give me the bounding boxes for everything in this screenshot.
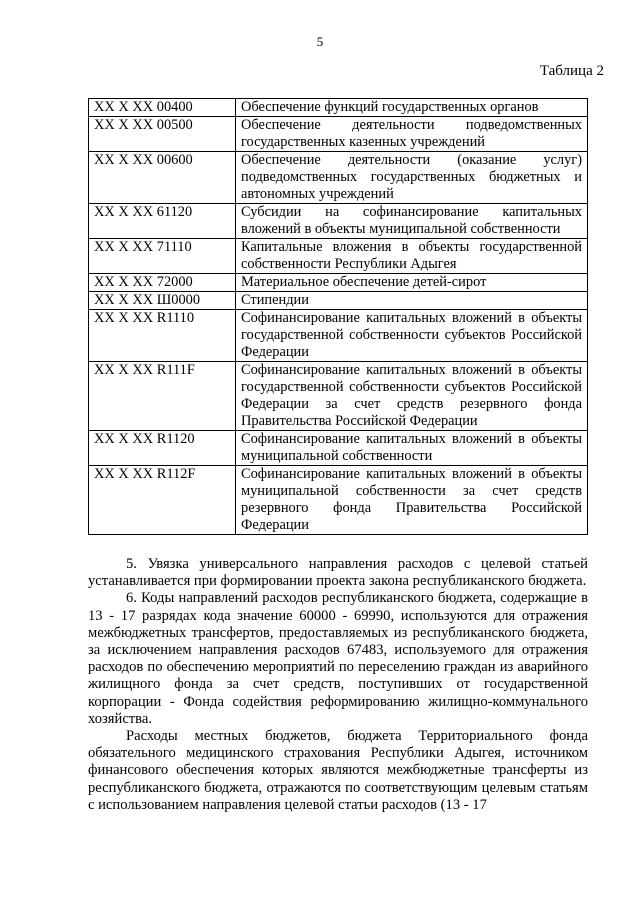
code-cell: XX X XX 00400 [89,99,236,117]
description-cell: Капитальные вложения в объекты государственной собственности Республики Адыгея [236,239,588,274]
code-cell: XX X XX 71110 [89,239,236,274]
table-row [89,274,588,292]
description-cell: Софинансирование капитальных вложений в объекты муниципальной собственности за счет средств резервного фонда Правительства Российской Федерации [236,466,588,535]
table-row [89,431,588,466]
description-cell: Софинансирование капитальных вложений в объекты государственной собственности субъектов Российской Федерации [236,310,588,362]
code-cell: XX X XX R111F [89,362,236,431]
description-cell: Обеспечение деятельности (оказание услуг) подведомственных государственных бюджетных и автономных учреждений [236,152,588,204]
code-cell: XX X XX R1110 [89,310,236,362]
code-cell: XX X XX Ш0000 [89,292,236,310]
description-cell: Обеспечение деятельности подведомственных государственных казенных учреждений [236,117,588,152]
paragraph-local-budgets: Расходы местных бюджетов, бюджета Территориального фонда обязательного медицинского страхования Республики Адыгея, источником финансового обеспечения которых являются межбюджетные трансферты из республиканского бюджета, отражаются по соответствующим целевым статьям с использованием направления целевой статьи расходов (13 - 17 [88,728,588,813]
table-row [89,99,588,117]
table-row [89,117,588,152]
code-cell: XX X XX 00500 [89,117,236,152]
table-row [89,239,588,274]
code-cell: XX X XX R112F [89,466,236,535]
description-cell: Софинансирование капитальных вложений в объекты муниципальной собственности [236,431,588,466]
table-row [89,204,588,239]
table-row [89,466,588,535]
description-cell: Софинансирование капитальных вложений в объекты государственной собственности субъектов Российской Федерации за счет средств резервного фонда Правительства Российской Федерации [236,362,588,431]
table-row [89,310,588,362]
description-cell: Материальное обеспечение детей-сирот [236,274,588,292]
body-text [88,556,588,814]
code-cell: XX X XX R1120 [89,431,236,466]
table-row [89,152,588,204]
code-cell: XX X XX 72000 [89,274,236,292]
description-cell: Обеспечение функций государственных органов [236,99,588,117]
description-cell: Стипендии [236,292,588,310]
table-row [89,362,588,431]
page-number: 5 [316,34,324,49]
paragraph-6: 6. Коды направлений расходов республиканского бюджета, содержащие в 13 - 17 разрядах кода значение 60000 - 69990, используются для отражения межбюджетных трансфертов, предоставляемых из республиканского бюджета, за исключением направления расходов 67483, используемого для отражения расходов по обеспечению мероприятий по переселению граждан из аварийного жилищного фонда за счет средств, поступивших от государственной корпорации - Фонда содействия реформированию жилищно-коммунального хозяйства. [88,590,588,727]
code-cell: XX X XX 00600 [89,152,236,204]
expense-codes-table [88,98,588,535]
table-caption: Таблица 2 [539,63,604,79]
table-row [89,292,588,310]
description-cell: Субсидии на софинансирование капитальных вложений в объекты муниципальной собственности [236,204,588,239]
code-cell: XX X XX 61120 [89,204,236,239]
paragraph-5: 5. Увязка универсального направления расходов с целевой статьей устанавливается при формировании проекта закона республиканского бюджета. [88,556,588,590]
